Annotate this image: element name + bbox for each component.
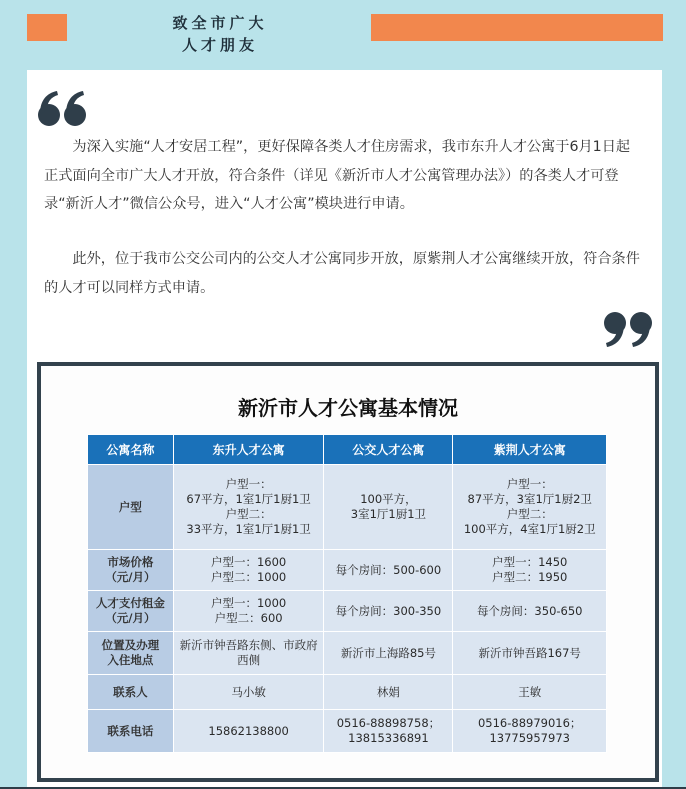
header-cell: 公交人才公寓 [324,435,453,465]
cell-zijing: 户型一： 87平方，3室1厅1厨2卫 户型二： 100平方，4室1厅1厨2卫 [453,465,607,550]
close-quote-icon [601,310,653,350]
table-row [88,675,607,710]
row-label: 位置及办理 入住地点 [88,632,174,675]
cell-dongsheng: 户型一：1000 户型二：600 [173,591,324,632]
row-label: 市场价格 （元/月） [88,550,174,591]
decor-block-left [27,14,67,41]
cell-dongsheng: 15862138800 [173,710,324,753]
row-label: 户型 [88,465,174,550]
title-line-1: 致全市广大 [172,14,268,32]
second-paragraph: 此外，位于我市公交公司内的公交人才公寓同步开放，原紫荆人才公寓继续开放，符合条件的人才可以同样方式申请。 [44,251,640,296]
header-cell: 紫荆人才公寓 [453,435,607,465]
cell-zijing: 王敏 [453,675,607,710]
page-title [150,12,290,56]
title-line-2: 人才朋友 [181,36,258,54]
apartment-table-panel [37,362,659,782]
row-label: 联系电话 [88,710,174,753]
header-cell: 东升人才公寓 [173,435,324,465]
table-row [88,465,607,550]
decor-block-right [371,14,663,41]
table-row [88,550,607,591]
open-quote-icon [37,88,89,128]
top-banner [0,0,686,60]
cell-gongjiao: 新沂市上海路85号 [324,632,453,675]
row-label: 人才支付租金 （元/月） [88,591,174,632]
table-row [88,632,607,675]
cell-gongjiao: 每个房间：500-600 [324,550,453,591]
table-header-row [88,435,607,465]
cell-gongjiao: 每个房间：300-350 [324,591,453,632]
cell-zijing: 每个房间：350-650 [453,591,607,632]
article-card [27,70,662,789]
cell-gongjiao: 100平方， 3室1厅1厨1卫 [324,465,453,550]
cell-dongsheng: 马小敏 [173,675,324,710]
cell-zijing: 新沂市钟吾路167号 [453,632,607,675]
cell-gongjiao: 林娟 [324,675,453,710]
table-title: 新沂市人才公寓基本情况 [238,396,458,420]
header-cell: 公寓名称 [88,435,174,465]
cell-zijing: 户型一：1450 户型二：1950 [453,550,607,591]
table-row [88,710,607,753]
apartment-info-table [87,434,607,753]
row-label: 联系人 [88,675,174,710]
intro-paragraph: 为深入实施“人才安居工程”，更好保障各类人才住房需求，我市东升人才公寓于6月1日起正式面向全市广大人才开放，符合条件（详见《新沂市人才公寓管理办法》）的各类人才可登录“新沂人才”微信公众号，进入“人才公寓”模块进行申请。 [44,139,631,212]
cell-gongjiao: 0516-88898758； 13815336891 [324,710,453,753]
cell-dongsheng: 新沂市钟吾路东侧、市政府西侧 [173,632,324,675]
cell-dongsheng: 户型一：1600 户型二：1000 [173,550,324,591]
cell-dongsheng: 户型一： 67平方，1室1厅1厨1卫 户型二： 33平方，1室1厅1厨1卫 [173,465,324,550]
table-row [88,591,607,632]
cell-zijing: 0516-88979016； 13775957973 [453,710,607,753]
